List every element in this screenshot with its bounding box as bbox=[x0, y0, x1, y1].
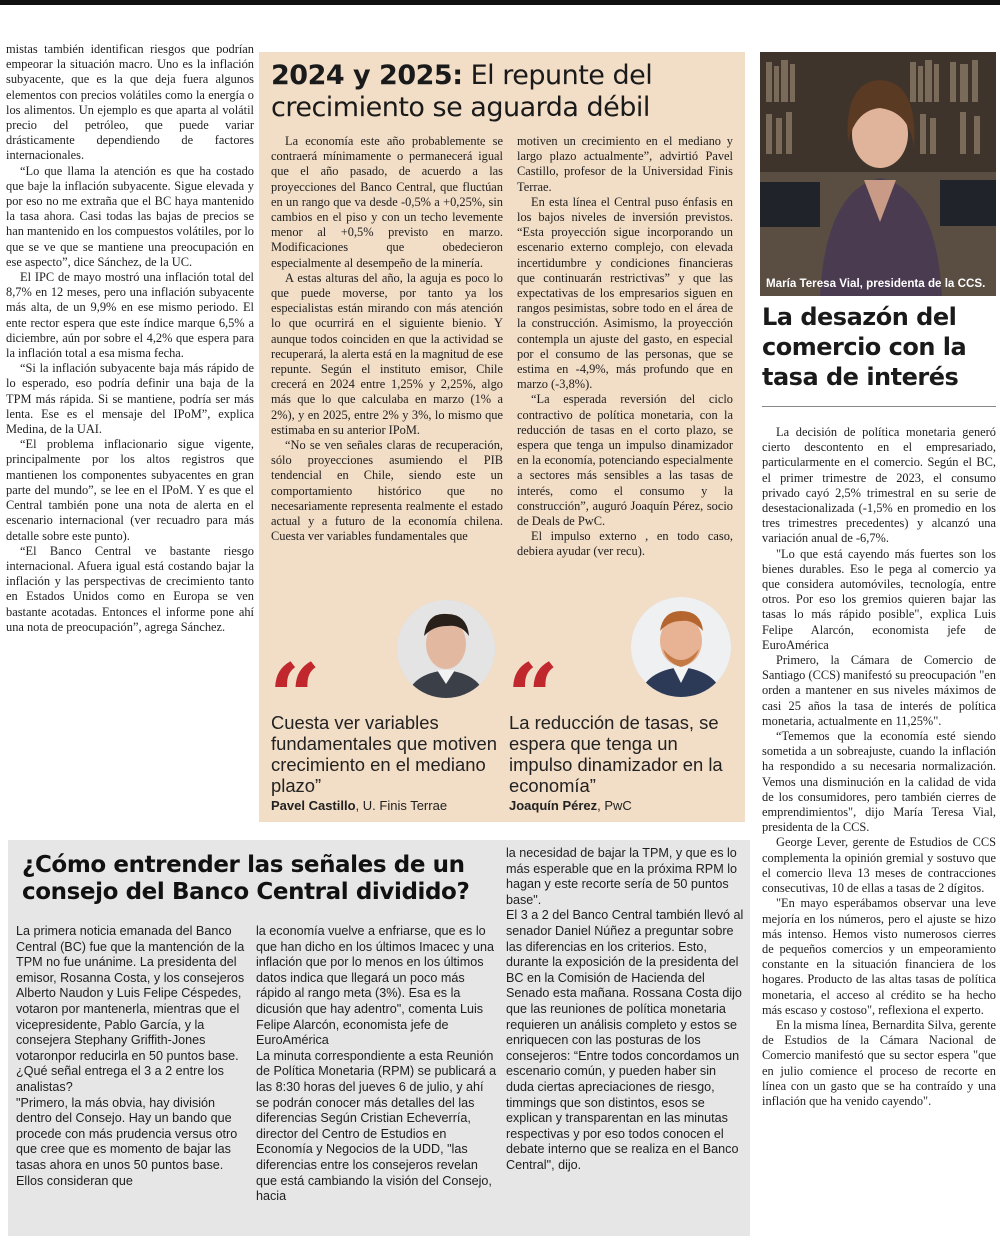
right-article-title: La desazón del comercio con la tasa de interés bbox=[762, 303, 967, 391]
quote-attribution bbox=[271, 798, 447, 813]
attribution-affiliation: , U. Finis Terrae bbox=[355, 798, 448, 813]
right-paragraph: George Lever, gerente de Estudios de CCS complementa la opinión gremial y sostuvo que el comercio lleva 13 meses de contracciones consecutivas, 10 de ellas a tasas de 2 dígitos. bbox=[762, 835, 996, 896]
feature-paragraph: A estas alturas del año, la aguja es poco lo que puede moverse, por tanto ya los especialistas están mirando con más atención lo que ocurrirá en el siguiente bienio. Y aunque todos coinciden en que la actividad se recuperará, la alerta está en la magnitud de ese repunte. Según el instituto emisor, Chile crecerá en 2024 entre 1,25% y 2,25%, algo más que lo que calculaba en marzo (1% a 2%), y en 2025, entre 2% y 3%, lo mismo que estimaba en su anterior IPoM. bbox=[271, 270, 503, 437]
sidebar-paragraph: la necesidad de bajar la TPM, y que es lo más esperable que en la próxima RPM lo hagan y este recorte sería de 50 puntos base". bbox=[506, 846, 737, 907]
top-rule bbox=[0, 0, 1000, 5]
sidebar-paragraph: La primera noticia emanada del Banco Central (BC) fue que la mantención de la TPM no fue unánime. La presidenta del emisor, Rosanna Costa, y los consejeros Alberto Naudon y Luis Felipe Céspedes, votaron por mantenerla, mientras que el vicepresidente, Pablo García, y la consejera Stephany Griffith-Jones votaronpor reducirla en 50 puntos base. ¿Qué señal entrega el 3 a 2 entre los analistas? bbox=[16, 924, 245, 1094]
left-paragraph: “Lo que llama la atención es que ha costado que baje la inflación subyacente. Sigue elevada y por eso no me extraña que el BC haya mantenido la tasa ahora. Casi todas las bajas de precios se han mantenido en los compuestos volátiles, por lo que se ve que se mantiene una preocupación en ese aspecto”, dice Sánchez, de la UC. bbox=[6, 163, 254, 269]
photo-caption: María Teresa Vial, presidenta de la CCS. bbox=[766, 277, 986, 290]
attribution-name: Joaquín Pérez bbox=[509, 798, 598, 813]
right-paragraph: “Tememos que la economía esté siendo sometida a un sobreajuste, cuando la inflación ha respondido a su necesaria normalización. Vemos una disminución en la calidad de vida de los consumidores, pero también cierres de emprendimientos", dijo María Teresa Vial, presidenta de la CCS. bbox=[762, 729, 996, 835]
left-column-article bbox=[6, 42, 254, 832]
quote-mark-icon: “ bbox=[269, 644, 321, 750]
feature-column-2 bbox=[517, 134, 733, 674]
right-column-article bbox=[762, 425, 996, 1235]
sidebar-column-2 bbox=[256, 924, 500, 1234]
sidebar-paragraph: La minuta correspondiente a esta Reunión de Política Monetaria (RPM) se publicará a las 8:30 horas del jueves 6 de julio, y ahí se podrán conocer más detalles del las diferencias Según Cristian Echeverría, director del Centro de Estudios en Economía y Negocios de la UDD, "las diferencias entre los consejeros revelan que está cambiando la visión del Consejo, hacia bbox=[256, 1048, 497, 1204]
feature-paragraph: La economía este año probablemente se contraerá mínimamente o permanecerá igual que el año pasado, de acuerdo a las proyecciones del Banco Central, que fluctúan en un rango que va desde -0,5% a +0,25%, sin cambios en el piso y con un techo levemente menor al +0,5% previsto en marzo. Modificaciones que obedecieron especialmente al desempeño de la minería. bbox=[271, 134, 503, 270]
feature-title-bold: 2024 y 2025: bbox=[271, 60, 463, 91]
feature-paragraph: En esta línea el Central puso énfasis en los bajos niveles de inversión previstos. “Esta proyección sigue incorporando un escenario externo complejo, con elevada incertidumbre y condiciones financieras que continuarán restrictivas” y que las expectativas de los empresarios siguen en rangos pesimistas, sobre todo en el área de la construcción. Asimismo, la proyección contempla un ajuste del gasto, en especial por el consumo de las personas, que se estima en -4,9%, más profundo que en marzo (-3,8%). bbox=[517, 194, 733, 392]
sidebar-paragraph: la economía vuelve a enfriarse, que es lo que han dicho en los últimos Imacec y una inflación que por lo menos en los últimos datos indica que llegará un poco más rápido al rango meta (3%). Esa es la dicusión que hay adentro", comenta Luis Felipe Alarcón, economista jefe de EuroAmérica bbox=[256, 924, 495, 1048]
sidebar-paragraph: El 3 a 2 del Banco Central también llevó al senador Daniel Núñez a preguntar sobre las diferencias en los criterios. Esto, durante la exposición de la presidenta del BC en la Comisión de Hacienda del Senado esta mañana. Rossana Costa dijo que las reuniones de política monetaria requieren un análisis completo y estos se enriquecen con las posturas de los consejeros: “Entre todos concordamos un escenario común, y pueden haber sin duda ciertas apreciaciones de riesgo, timmings que son distintos, esos se explican y transparentan en las minutas respectivas y por eso todos conocen el debate interno que se realiza en el Banco Central", dijo. bbox=[506, 908, 744, 1172]
pull-quote-castillo: Cuesta ver variables fundamentales que motiven crecimiento en el mediano plazo” bbox=[271, 712, 497, 796]
pull-quote-perez: La reducción de tasas, se espera que tenga un impulso dinamizador en la economía” bbox=[509, 712, 723, 796]
sidebar-column-1 bbox=[16, 924, 254, 1234]
left-paragraph: “Si la inflación subyacente baja más rápido de lo esperado, eso podría definir una baja de la TPM más rápida. Si se mantiene, podría ser más lenta. Ese es el mensaje del IPoM”, explica Medina, de la UAI. bbox=[6, 361, 254, 437]
left-paragraph: “El Banco Central ve bastante riesgo internacional. Afuera igual está costando bajar la inflación y las perspectivas de crecimiento tanto en Estados Unidos como en Europa se ven bastante acotadas. Entonces el informe pone ahí una nota de preocupación”, agrega Sánchez. bbox=[6, 543, 254, 634]
left-paragraph: mistas también identifican riesgos que podrían empeorar la situación macro. Uno es la inflación subyacente, que es la que deja fuera algunos elementos con precios volátiles como la energía o los alimentos. Un ejemplo es que aparta al volátil precio del petróleo, que puede variar drásticamente dependiendo de factores internacionales. bbox=[6, 42, 254, 163]
attribution-name: Pavel Castillo bbox=[271, 798, 356, 813]
sidebar-paragraph: "Primero, la más obvia, hay división dentro del Consejo. Hay un bando que procede con más prudencia versus otro que cree que es momento de bajar las tasas ahora en unos 50 puntos base. Ellos consideran que bbox=[16, 1095, 238, 1188]
feature-column-1 bbox=[271, 134, 503, 664]
left-paragraph: “El problema inflacionario sigue vigente, principalmente por los altos registros que mantienen los componentes subyacentes en gran parte del mundo”, se lee en el IPoM. Y es que el Central también pone una nota de alerta en el escenario internacional (ver recuadro para más detalle sobre este punto). bbox=[6, 437, 254, 543]
right-paragraph: En la misma línea, Bernardita Silva, gerente de Estudios de la Cámara Nacional de Comercio manifestó que su sector espera "que en julio comience el proceso de recorte en línea con un gasto que se ha contraído y una inflación que ha venido cayendo". bbox=[762, 1017, 996, 1108]
pavel-castillo-portrait bbox=[397, 600, 495, 698]
title-divider bbox=[762, 406, 996, 407]
right-paragraph: "En mayo esperábamos observar una leve mejoría en los números, pero el ajuste se hizo más intenso. Hemos visto numerosos cierres de pequeños comercios y un empeoramiento constante en la situación financiera de los hogares. Producto de las altas tasas de política monetaria, el acceso al crédito se ha hecho más escaso y costoso", reflexiona el experto. bbox=[762, 896, 996, 1017]
feature-paragraph: El impulso externo , en todo caso, debiera ayudar (ver recu). bbox=[517, 529, 733, 559]
feature-paragraph: “No se ven señales claras de recuperación, sólo proyecciones asumiendo el PIB tendencial en Chile, siendo este un comportamiento histórico que no necesariamente representa realmente el estado actual y a futuro de la economía chilena. Cuesta ver variables fundamentales que bbox=[271, 438, 503, 544]
feature-title bbox=[271, 60, 741, 124]
right-paragraph: Primero, la Cámara de Comercio de Santiago (CCS) manifestó su preocupación "en orden a mantener en sus niveles máximos de casi 25 años la tasa de interés de política monetaria, actualmente en 11,25%". bbox=[762, 653, 996, 728]
left-paragraph: El IPC de mayo mostró una inflación total del 8,7% en 12 meses, pero una inflación subyacente más alta, de un 9,9% en ese mismo periodo. El ente rector espera que este índice marque 6,5% a diciembre, aún por sobre el 4,2% que espera para la inflación total a esa misma fecha. bbox=[6, 270, 254, 361]
quote-attribution bbox=[509, 798, 632, 813]
feature-box bbox=[259, 52, 745, 822]
sidebar-column-3 bbox=[506, 846, 744, 1234]
sidebar-title: ¿Cómo entrender las señales de un consejo del Banco Central dividido? bbox=[22, 852, 470, 905]
right-paragraph: La decisión de política monetaria generó cierto descontento en el empresariado, particularmente en el comercio. Según el BC, el primer trimestre de 2023, el consumo privado cayó 2,5% trimestral en su serie de desestacionalizada (-1,5% en promedio en los tres trimestres precedentes) y alcanzó una variación anual de -6,7%. bbox=[762, 425, 996, 546]
maria-teresa-vial-photo bbox=[760, 52, 996, 296]
attribution-affiliation: , PwC bbox=[597, 798, 632, 813]
sidebar-box bbox=[8, 840, 750, 1236]
feature-paragraph: “La esperada reversión del ciclo contractivo de política monetaria, con la reducción de tasas en el corto plazo, se espera que tenga un impulso dinamizador en la economía, potenciando especialmente a sectores más sensibles a las tasas de interés, como el consumo y la construcción”, auguró Joaquín Pérez, socio de Deals de PwC. bbox=[517, 392, 733, 529]
quote-mark-icon: “ bbox=[507, 644, 559, 750]
right-paragraph: "Lo que está cayendo más fuertes son los bienes durables. Eso le pega al comercio ya que considera automóviles, tecnología, entre otros. Por eso los gremios quieren bajar las tasas lo más rápido posible", explica Luis Felipe Alarcón, economista jefe de EuroAmérica bbox=[762, 546, 996, 652]
feature-title-rest: El repunte del crecimiento se aguarda débil bbox=[271, 60, 653, 123]
feature-paragraph: motiven un crecimiento en el mediano y largo plazo actualmente”, advirtió Pavel Castillo, profesor de la Universidad Finis Terrae. bbox=[517, 134, 733, 194]
joaquin-perez-portrait bbox=[631, 597, 731, 697]
